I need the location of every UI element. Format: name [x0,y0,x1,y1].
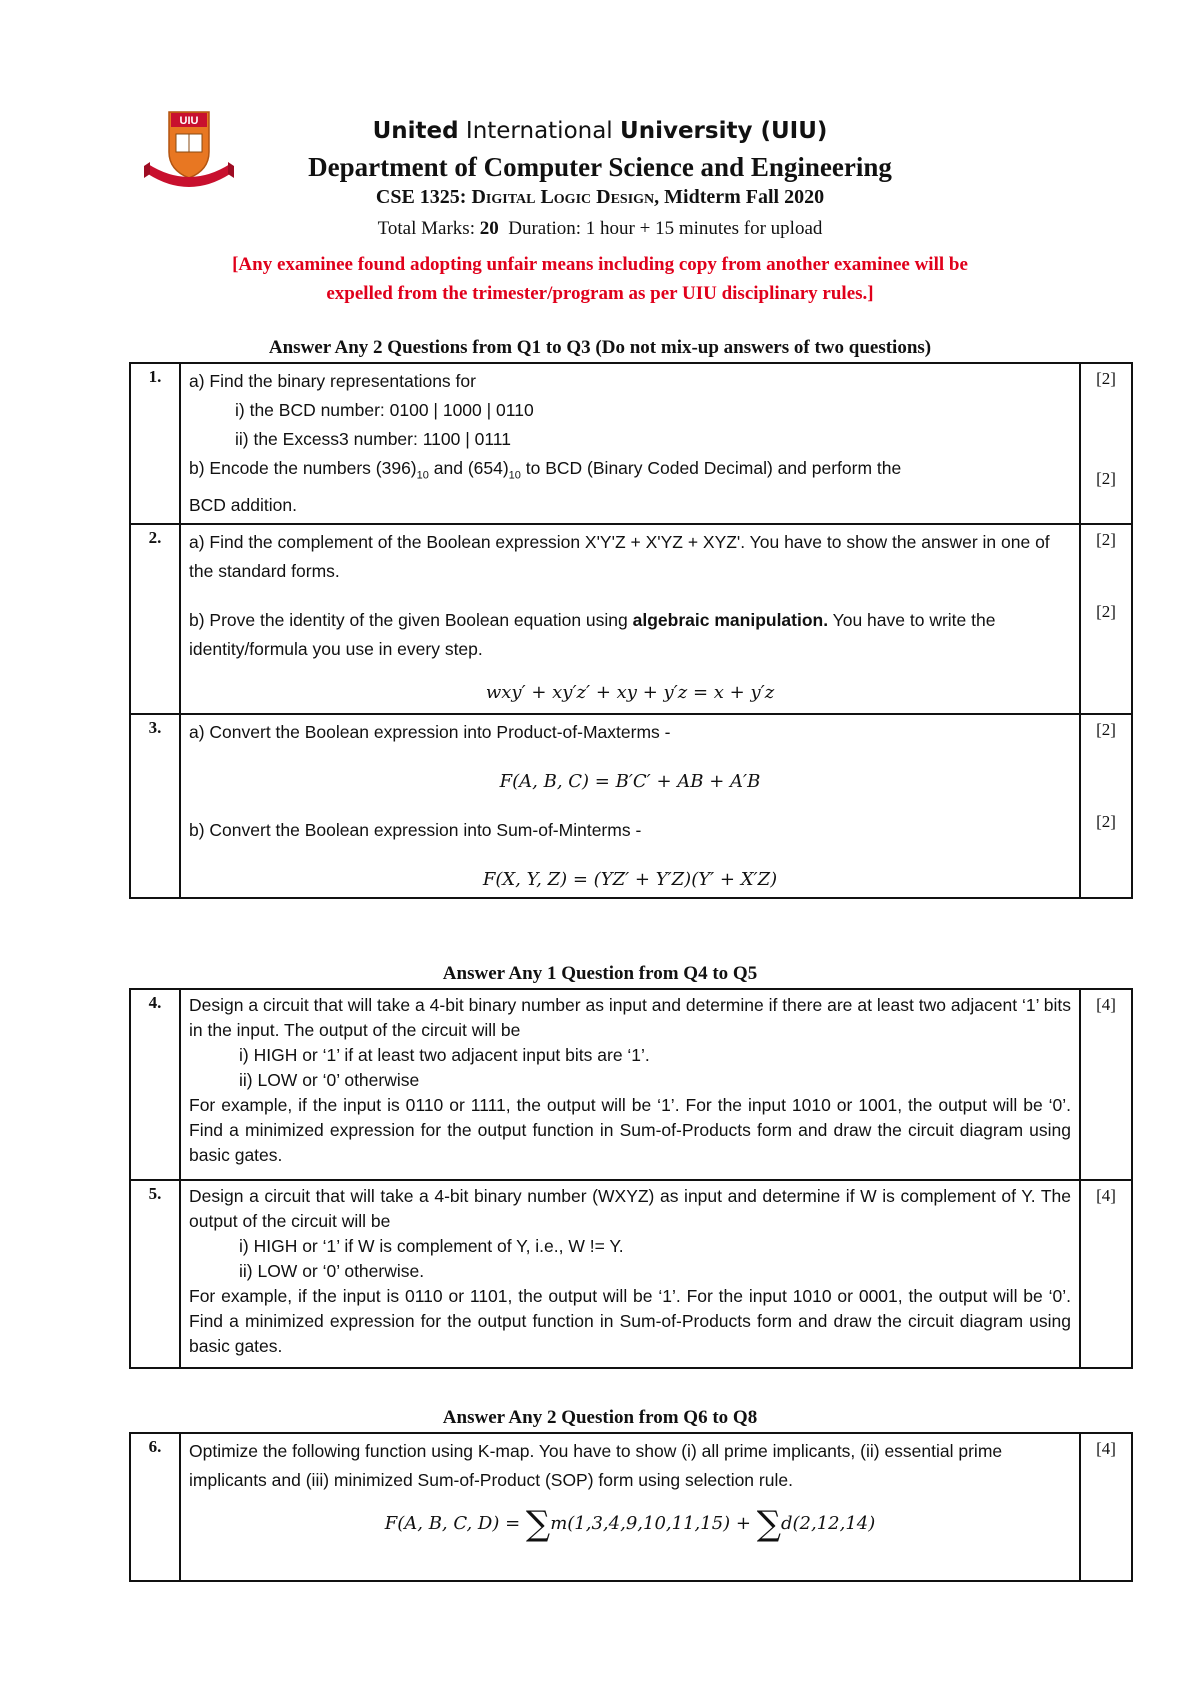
question-marks: [2] [2] [1080,363,1132,524]
question-number: 1. [130,363,180,524]
question-text: a) Convert the Boolean expression into Product-of-Maxterms - F(A, B, C) = B′C′ + AB + A′B b) Convert the Boolean expression into Sum-of-Minterms - F(X, Y, Z) = (YZ′ + Y′Z)(Y′ + X′Z) [180,714,1080,898]
logo-text: UIU [179,115,199,127]
question-marks: [4] [1080,989,1132,1180]
question-number: 5. [130,1180,180,1368]
section1-table [129,362,1133,899]
marks-duration: Total Marks: 20 Duration: 1 hour + 15 minutes for upload [377,218,823,239]
question-number: 4. [130,989,180,1180]
table-row [130,1433,1132,1581]
question-text: a) Find the complement of the Boolean expression X'Y'Z + X'YZ + XYZ'. You have to show the answer in one of the standard forms. b) Prove the identity of the given Boolean equation using algebraic manipulation. You have to write the identity/formula you use in every step. wxy′ + xy′z′ + xy + y′z = x + y′z [180,524,1080,714]
section2-title: Answer Any 1 Question from Q4 to Q5 [442,963,758,984]
university-name: United International University (UIU) [372,118,828,144]
question-text: Design a circuit that will take a 4-bit binary number (WXYZ) as input and determine if W is complement of Y. The output of the circuit will be i) HIGH or ‘1’ if W is complement of Y, i.e., W != Y. ii) LOW or ‘0’ otherwise. For example, if the input is 0110 or 1101, the output will be ‘1’. For the input 1010 or 0001, the output will be ‘0’. Find a minimized expression for the output function in Sum-of-Products form and draw the circuit diagram using basic gates. [180,1180,1080,1368]
department-name: Department of Computer Science and Engineering [308,152,892,182]
question-text: Optimize the following function using K-map. You have to show (i) all prime implicants, (ii) essential prime implicants and (iii) minimized Sum-of-Product (SOP) form using selection rule. F(A, B, C, D) = ∑m(1,3,4,9,10,11,15) + ∑d(2,12,14) [180,1433,1080,1581]
table-row [130,714,1132,898]
question-text: a) Find the binary representations for i) the BCD number: 0100 | 1000 | 0110 ii) the Excess3 number: 1100 | 0111 b) Encode the numbers $(396)_{10}$ and $(654)_{10}$ to BCD (Binary Coded Decimal) and perform the BCD addition. [180,363,1080,524]
question-marks: [4] [1080,1433,1132,1581]
course-title: CSE 1325: Digital Logic Design, Midterm Fall 2020 [375,186,825,208]
question-marks: [2] [2] [1080,524,1132,714]
section1-title: Answer Any 2 Questions from Q1 to Q3 (Do not mix-up answers of two questions) [268,337,932,358]
question-text: Design a circuit that will take a 4-bit binary number as input and determine if there are at least two adjacent ‘1’ bits in the input. The output of the circuit will be i) HIGH or ‘1’ if at least two adjacent input bits are ‘1’. ii) LOW or ‘0’ otherwise For example, if the input is 0110 or 1111, the output will be ‘1’. For the input 1010 or 1001, the output will be ‘0’. Find a minimized expression for the output function in Sum-of-Products form and draw the circuit diagram using basic gates. [180,989,1080,1180]
warning-notice: [Any examinee found adopting unfair means including copy from another examinee will be expelled from the trimester/program as per UIU disciplinary rules.] [232,254,968,304]
table-row [130,524,1132,714]
section2-table [129,988,1133,1369]
section3-table [129,1432,1133,1582]
question-marks: [4] [1080,1180,1132,1368]
question-number: 3. [130,714,180,898]
question-number: 6. [130,1433,180,1581]
table-row [130,1180,1132,1368]
table-row [130,363,1132,524]
question-number: 2. [130,524,180,714]
table-row [130,989,1132,1180]
question-marks: [2] [2] [1080,714,1132,898]
section3-title: Answer Any 2 Question from Q6 to Q8 [442,1407,758,1428]
